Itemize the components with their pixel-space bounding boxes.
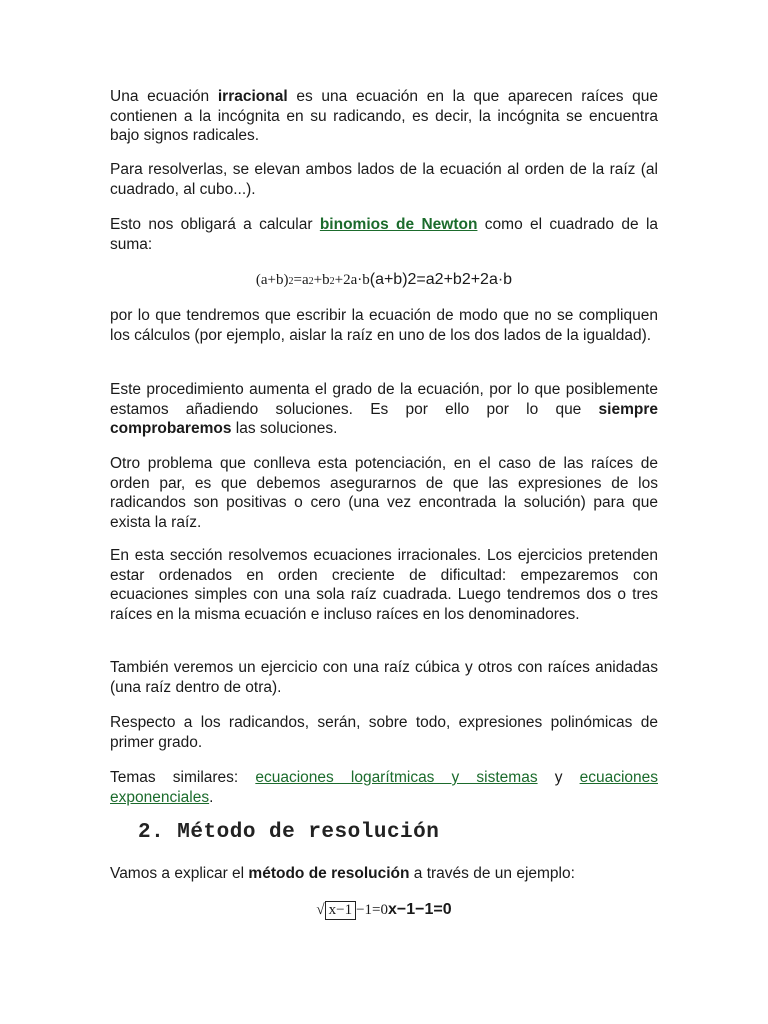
formula-binomial-square: (a+b)2=a2+b2+2a·b(a+b)2=a2+b2+2a·b [255, 271, 513, 288]
paragraph-cubic-nested: También veremos un ejercicio con una raíz cúbica y otros con raíces anidadas (una raíz dentro de otra). [110, 659, 658, 696]
paragraph-radicands: Respecto a los radicandos, serán, sobre todo, expresiones polinómicas de primer grado. [110, 714, 658, 751]
paragraph-example-intro: Vamos a explicar el método de resolución a través de un ejemplo: [110, 865, 575, 882]
radicand-box: x−1 [325, 901, 356, 920]
link-ecuaciones-logaritmicas[interactable]: ecuaciones logarítmicas y sistemas [255, 769, 538, 786]
paragraph-check-solutions: Este procedimiento aumenta el grado de la ecuación, por lo que posiblemente estamos añadiendo soluciones. Es por ello por lo que siempre comprobaremos las soluciones. [110, 381, 658, 437]
section-heading: 2. Método de resolución [138, 821, 440, 844]
paragraph-write-equation: por lo que tendremos que escribir la ecuación de modo que no se compliquen los cálculos (por ejemplo, aislar la raíz en uno de los dos lados de la igualdad). [110, 307, 658, 344]
formula-example-equation: √ x−1 −1=0x−1−1=0 [316, 901, 452, 918]
formula-example-text: x−1−1=0 [388, 901, 452, 918]
paragraph-even-roots: Otro problema que conlleva esta potenciación, en el caso de las raíces de orden par, es que debemos asegurarnos de que las expresiones de los radicandos son positivas o cero (una vez encontrada la solución) para que exista la raíz. [110, 455, 658, 531]
term-metodo-resolucion: método de resolución [248, 865, 410, 882]
paragraph-related-topics: Temas similares: ecuaciones logarítmicas y sistemas y ecuaciones exponenciales. [110, 769, 658, 806]
paragraph-method: Para resolverlas, se elevan ambos lados de la ecuación al orden de la raíz (al cuadrado, al cubo...). [110, 161, 658, 198]
term-siempre-comprobaremos: siempre comprobaremos [110, 400, 658, 437]
term-irracional: irracional [217, 88, 288, 105]
link-ecuaciones-exponenciales[interactable]: ecuaciones exponenciales [110, 769, 658, 806]
paragraph-newton: Esto nos obligará a calcular binomios de Newton como el cuadrado de la suma: [110, 216, 659, 253]
paragraph-section-overview: En esta sección resolvemos ecuaciones irracionales. Los ejercicios pretenden estar ordenados en orden creciente de dificultad: empezaremos con ecuaciones simples con una sola raíz cuadrada. Luego tendremos dos o tres raíces en la misma ecuación e incluso raíces en los denominadores. [110, 547, 658, 623]
radical-sign-icon: √ [316, 902, 325, 918]
paragraph-definition: Una ecuación irracional es una ecuación en la que aparecen raíces que contienen a la incógnita en su radicando, es decir, la incógnita se encuentra bajo signos radicales. [110, 88, 659, 144]
link-binomios-newton[interactable]: binomios de Newton [319, 216, 478, 233]
formula-binomial-text: (a+b)2=a2+b2+2a·b [369, 271, 513, 288]
